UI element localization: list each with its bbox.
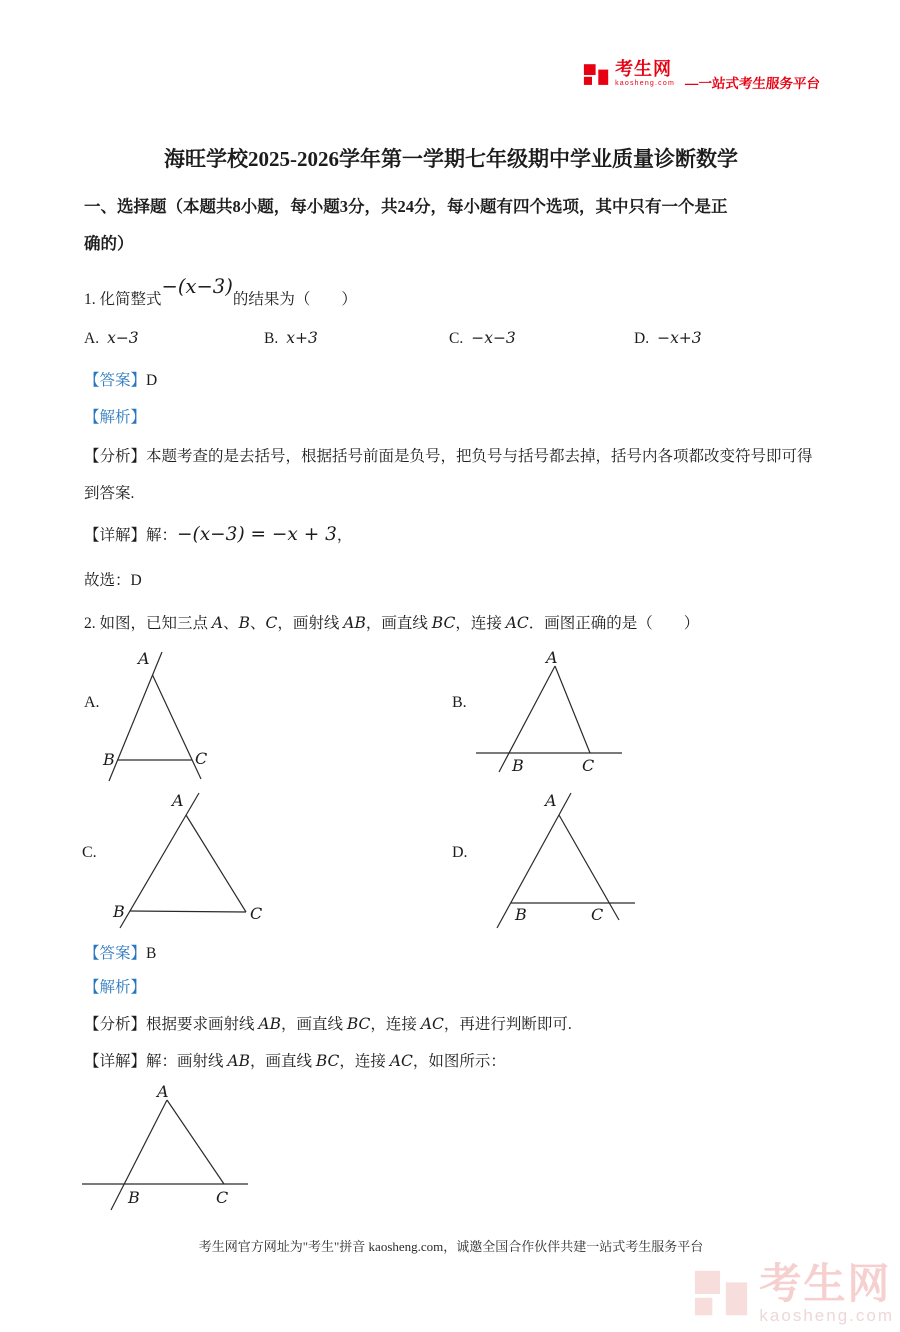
q1-option-d-label: D.: [634, 329, 650, 347]
q2-fenxi-text: ，再进行判断即可.: [443, 1016, 572, 1033]
jiexi-label: 【解析】: [84, 979, 147, 996]
figure-d-vertex-b: B: [515, 905, 527, 924]
figure-c-vertex-b: B: [113, 902, 125, 921]
q2-fenxi-text: ，连接: [370, 1016, 421, 1033]
figure-a-vertex-c: C: [195, 749, 208, 768]
q1-option-c: [449, 329, 634, 348]
q2-fenxi-line: [84, 1006, 818, 1043]
q2-xiangjie-line: [84, 1043, 818, 1080]
figure-c-vertex-c: C: [250, 904, 263, 923]
q1-answer-line: [84, 364, 818, 398]
figure-b-vertex-a: A: [546, 650, 558, 667]
section-header: [84, 188, 818, 262]
q2-xiangjie-text: ，连接: [339, 1053, 390, 1070]
q2-fenxi-text: 【分析】根据要求画射线: [84, 1016, 259, 1033]
question-1-stem: [84, 274, 818, 322]
q2-fenxi-bc: BC: [346, 1015, 371, 1033]
q1-option-b-label: B.: [264, 329, 279, 347]
figure-a-option-label: A.: [84, 694, 100, 711]
footer-text: 考生网官方网址为"考生"拼音 kaosheng.com，诚邀全国合作伙伴共建一站式考生服务平台: [198, 1239, 704, 1254]
q1-xiangjie-prefix: 【详解】解：: [84, 527, 178, 544]
figure-d-vertex-c: C: [591, 905, 604, 924]
figure-option-c: [100, 788, 275, 932]
logo-tagline: [684, 72, 820, 92]
figure-c-vertex-a: A: [172, 791, 184, 810]
figure-option-b: [472, 650, 632, 784]
q1-option-a-label: A.: [84, 329, 100, 347]
solution-vertex-a: A: [157, 1084, 169, 1101]
q1-xiangjie-line: [84, 512, 818, 559]
figure-a-vertex-b: B: [103, 750, 115, 769]
logo-brand: 考生网: [615, 59, 673, 79]
header-logo: [0, 60, 900, 110]
q1-option-c-value: −x−3: [471, 328, 516, 347]
q1-option-d: [634, 329, 818, 348]
tagline-dash: —: [684, 76, 699, 91]
question-2-stem: [84, 603, 818, 644]
q2-figures-row-2: [84, 788, 818, 932]
q1-fenxi-line-1: 【分析】本题考查的是去括号，根据括号前面是负号，把负号与括号都去掉，括号内各项都改变符号即可得: [84, 448, 813, 465]
q2-answer-value: B: [146, 945, 157, 962]
q2-point-c: C: [265, 614, 278, 632]
q1-conclusion: 故选：D: [84, 572, 142, 589]
answer-label: 【答案】: [84, 945, 147, 962]
page-title: 海旺学校2025-2026学年第一学期七年级期中学业质量诊断数学: [164, 147, 738, 171]
q2-stem-text: 2. 如图，已知三点: [84, 615, 212, 632]
figure-a-vertex-a: A: [138, 649, 150, 668]
q2-solution-figure-area: [84, 1084, 818, 1220]
figure-c-option-label: C.: [82, 844, 97, 861]
watermark-text: [759, 1260, 894, 1325]
q2-point-a: A: [211, 614, 224, 632]
q2-xiangjie-ac: AC: [389, 1052, 413, 1070]
section-header-line-2: 确的）: [84, 234, 134, 253]
jiexi-label: 【解析】: [84, 409, 147, 426]
question-1-options: [84, 322, 818, 354]
figure-b-vertex-c: C: [582, 756, 595, 775]
solution-vertex-c: C: [216, 1188, 229, 1207]
q1-option-d-value: −x+3: [657, 328, 702, 347]
figure-option-a: [102, 646, 212, 786]
logo-text: [615, 60, 675, 87]
q2-fenxi-ac: AC: [420, 1015, 444, 1033]
q2-xiangjie-ab: AB: [227, 1052, 250, 1070]
q2-xiangjie-text: ，画直线: [249, 1053, 316, 1070]
q2-point-b: B: [238, 614, 250, 632]
figure-d-vertex-a: A: [545, 791, 557, 810]
watermark-brand: 考生网: [759, 1260, 892, 1307]
q1-option-b: [264, 329, 449, 348]
q2-stem-text: ，画射线: [277, 615, 344, 632]
q1-xiangjie-formula: −(x−3) = −x + 3: [177, 524, 337, 545]
watermark: [693, 1260, 894, 1325]
kaosheng-logo-icon: [583, 62, 610, 88]
q2-answer-line: [84, 938, 818, 970]
q2-stem-text: 、: [250, 615, 266, 632]
q2-xiangjie-text: 【详解】解：画射线: [84, 1053, 228, 1070]
q2-stem-text: ，连接: [455, 615, 506, 632]
q2-jiexi-line: [84, 970, 818, 1006]
q2-fenxi-text: ，画直线: [280, 1016, 347, 1033]
q1-answer-value: D: [146, 372, 158, 389]
q1-stem-suffix: 的结果为（ ）: [232, 291, 357, 308]
q1-stem-prefix: 1. 化简整式: [84, 291, 162, 308]
q2-stem-text: ，画直线: [365, 615, 432, 632]
figure-b-vertex-b: B: [512, 756, 524, 775]
q1-option-a: [84, 329, 264, 348]
q1-option-a-value: x−3: [107, 328, 139, 347]
figure-option-d: [472, 788, 647, 932]
watermark-logo-icon: [693, 1266, 751, 1322]
watermark-domain: kaosheng.com: [759, 1306, 894, 1325]
q2-fenxi-ab: AB: [258, 1015, 281, 1033]
q2-stem-text: 、: [223, 615, 239, 632]
q1-option-b-value: x+3: [286, 328, 318, 347]
q2-ray-ab: AB: [343, 614, 366, 632]
solution-vertex-b: B: [128, 1188, 140, 1207]
q2-xiangjie-bc: BC: [315, 1052, 340, 1070]
figure-d-option-label: D.: [452, 844, 468, 861]
answer-label: 【答案】: [84, 372, 147, 389]
q2-xiangjie-text: ，如图所示：: [412, 1053, 506, 1070]
q1-jiexi-line: [84, 398, 818, 438]
q2-figures-row-1: [84, 646, 818, 788]
figure-b-option-label: B.: [452, 694, 467, 711]
q1-xiangjie-suffix: ，: [336, 527, 353, 544]
q2-stem-text: ．画图正确的是（ ）: [528, 615, 700, 632]
logo-domain: kaosheng.com: [615, 80, 675, 87]
q1-formula: −(x−3): [161, 275, 233, 298]
q1-option-c-label: C.: [449, 329, 464, 347]
q2-line-bc: BC: [431, 614, 456, 632]
figure-solution: [72, 1084, 257, 1218]
q2-segment-ac: AC: [505, 614, 529, 632]
q1-fenxi-line-2: 到答案.: [84, 485, 135, 502]
section-header-line-1: 一、选择题（本题共8小题，每小题3分，共24分，每小题有四个选项，其中只有一个是正: [84, 197, 728, 216]
tagline-text: 一站式考生服务平台: [697, 76, 821, 91]
